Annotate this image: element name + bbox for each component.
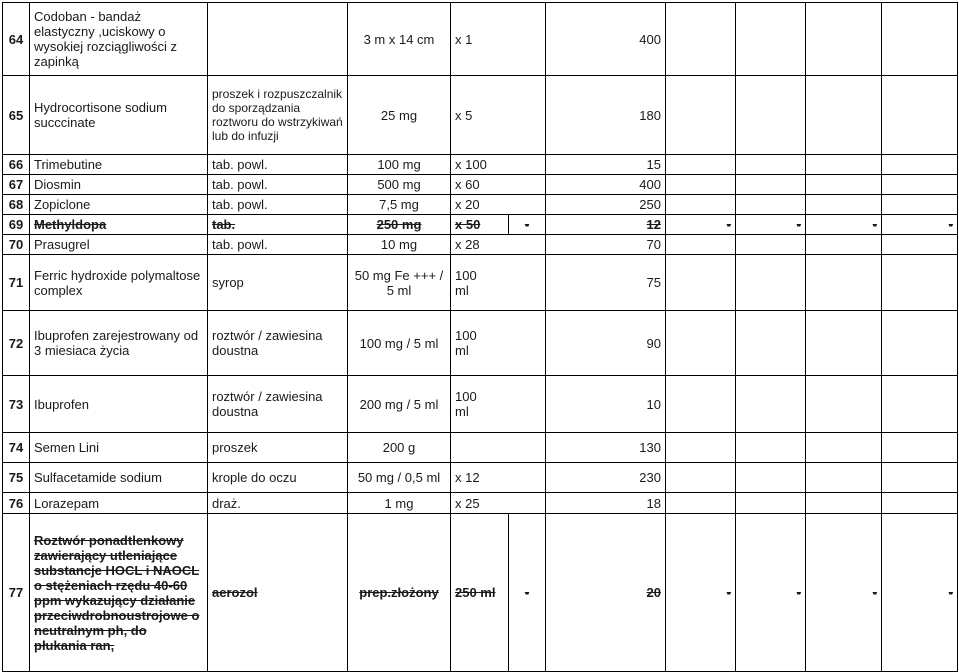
product-pack: x 20 (451, 195, 546, 215)
row-number: 75 (3, 463, 30, 493)
product-dose: 10 mg (348, 235, 451, 255)
product-dose: 200 mg / 5 ml (348, 376, 451, 433)
product-qty: 230 (546, 463, 666, 493)
product-form: tab. powl. (208, 175, 348, 195)
product-qty: 250 (546, 195, 666, 215)
table-row (3, 175, 958, 195)
product-pack: x 12 (451, 463, 546, 493)
table-row-withdrawn (3, 514, 958, 672)
row-number: 67 (3, 175, 30, 195)
dash-cell: - (882, 514, 958, 672)
product-qty: 180 (546, 76, 666, 155)
table-row (3, 76, 958, 155)
product-qty: 12 (546, 215, 666, 235)
product-name: Ferric hydroxide polymaltose complex (30, 255, 208, 311)
dash-cell: - (736, 514, 806, 672)
row-number: 70 (3, 235, 30, 255)
dash-cell: - (509, 215, 546, 235)
product-form: krople do oczu (208, 463, 348, 493)
product-pack (451, 433, 546, 463)
product-qty: 400 (546, 175, 666, 195)
row-number: 64 (3, 3, 30, 76)
product-name: Trimebutine (30, 155, 208, 175)
product-pack: x 50 (451, 215, 509, 235)
row-number: 76 (3, 493, 30, 514)
product-form: syrop (208, 255, 348, 311)
dash-cell: - (666, 514, 736, 672)
dash-cell: - (666, 215, 736, 235)
product-dose: 100 mg (348, 155, 451, 175)
product-name: Diosmin (30, 175, 208, 195)
table-row (3, 255, 958, 311)
product-form: tab. powl. (208, 195, 348, 215)
row-number: 69 (3, 215, 30, 235)
product-dose: 1 mg (348, 493, 451, 514)
product-qty: 10 (546, 376, 666, 433)
row-number: 65 (3, 76, 30, 155)
product-form (208, 3, 348, 76)
product-form: tab. (208, 215, 348, 235)
product-name: Prasugrel (30, 235, 208, 255)
product-name: Hydrocortisone sodium succcinate (30, 76, 208, 155)
product-form: aerozol (208, 514, 348, 672)
product-pack: x 100 (451, 155, 546, 175)
product-dose: 200 g (348, 433, 451, 463)
table-row-withdrawn (3, 215, 958, 235)
product-qty: 70 (546, 235, 666, 255)
product-pack: 100 ml (451, 311, 546, 376)
product-pack: 100 ml (451, 255, 546, 311)
product-dose: prep.złożony (348, 514, 451, 672)
product-form: roztwór / zawiesina doustna (208, 311, 348, 376)
product-dose: 100 mg / 5 ml (348, 311, 451, 376)
drug-table (2, 2, 958, 672)
product-qty: 400 (546, 3, 666, 76)
dash-cell: - (509, 514, 546, 672)
row-number: 73 (3, 376, 30, 433)
product-pack: 100 ml (451, 376, 546, 433)
table-row (3, 493, 958, 514)
dash-cell: - (806, 514, 882, 672)
product-pack: x 25 (451, 493, 546, 514)
product-qty: 18 (546, 493, 666, 514)
product-name: Ibuprofen zarejestrowany od 3 miesiaca życia (30, 311, 208, 376)
table-row (3, 3, 958, 76)
row-number: 72 (3, 311, 30, 376)
table-row (3, 155, 958, 175)
product-dose: 3 m x 14 cm (348, 3, 451, 76)
product-name: Methyldopa (30, 215, 208, 235)
product-dose: 50 mg / 0,5 ml (348, 463, 451, 493)
product-qty: 130 (546, 433, 666, 463)
dash-cell: - (806, 215, 882, 235)
product-form: tab. powl. (208, 235, 348, 255)
dash-cell: - (882, 215, 958, 235)
row-number: 68 (3, 195, 30, 215)
product-form: draż. (208, 493, 348, 514)
product-pack: x 60 (451, 175, 546, 195)
product-dose: 25 mg (348, 76, 451, 155)
product-name: Roztwór ponadtlenkowy zawierający utleniające substancje HOCL i NAOCL o stężeniach rzędu 40-60 ppm wykazujący działanie przeciwdrobnoustrojowe o neutralnym ph, do płukania ran, (30, 514, 208, 672)
product-qty: 75 (546, 255, 666, 311)
dash-cell: - (736, 215, 806, 235)
row-number: 66 (3, 155, 30, 175)
table-row (3, 195, 958, 215)
product-form: proszek i rozpuszczalnik do sporządzania roztworu do wstrzykiwań lub do infuzji (208, 76, 348, 155)
product-form: roztwór / zawiesina doustna (208, 376, 348, 433)
product-name: Semen Lini (30, 433, 208, 463)
product-qty: 20 (546, 514, 666, 672)
product-pack: x 1 (451, 3, 546, 76)
product-name: Codoban - bandaż elastyczny ,uciskowy o wysokiej rozciągliwości z zapinką (30, 3, 208, 76)
product-name: Sulfacetamide sodium (30, 463, 208, 493)
product-pack: x 28 (451, 235, 546, 255)
row-number: 71 (3, 255, 30, 311)
product-name: Ibuprofen (30, 376, 208, 433)
row-number: 77 (3, 514, 30, 672)
table-row (3, 235, 958, 255)
product-name: Lorazepam (30, 493, 208, 514)
product-qty: 90 (546, 311, 666, 376)
product-qty: 15 (546, 155, 666, 175)
product-form: tab. powl. (208, 155, 348, 175)
product-form: proszek (208, 433, 348, 463)
product-pack: 250 ml (451, 514, 509, 672)
table-row (3, 463, 958, 493)
table-row (3, 311, 958, 376)
product-dose: 250 mg (348, 215, 451, 235)
row-number: 74 (3, 433, 30, 463)
product-name: Zopiclone (30, 195, 208, 215)
product-dose: 7,5 mg (348, 195, 451, 215)
table-row (3, 433, 958, 463)
product-dose: 50 mg Fe +++ / 5 ml (348, 255, 451, 311)
product-dose: 500 mg (348, 175, 451, 195)
table-row (3, 376, 958, 433)
product-pack: x 5 (451, 76, 546, 155)
